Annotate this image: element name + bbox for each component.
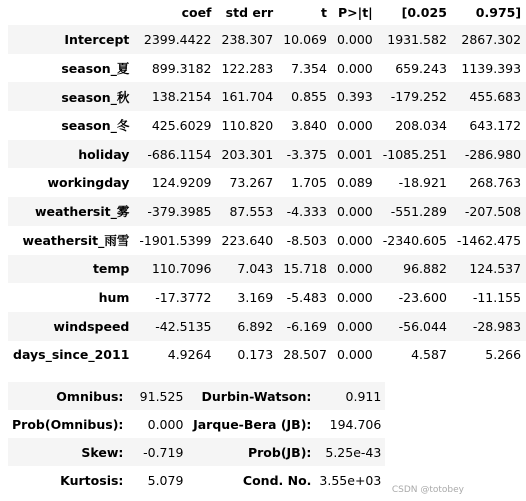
table-cell: 96.882 (403, 261, 447, 277)
table-cell: 3.169 (237, 290, 274, 306)
table-cell: -6.169 (286, 318, 327, 334)
table-cell: 4.9264 (167, 347, 212, 363)
table-row (8, 283, 526, 312)
stat-value: 5.079 (147, 472, 184, 488)
table-cell: 0.089 (336, 175, 373, 191)
table-cell: 7.354 (291, 60, 327, 76)
table-cell: -4.333 (286, 203, 327, 219)
coefficient-table (8, 0, 526, 369)
table-cell: 899.3182 (151, 60, 212, 76)
table-cell: -1901.5399 (139, 232, 212, 248)
table-cell: 223.640 (221, 232, 274, 248)
table-row (8, 82, 526, 111)
table-cell: 0.855 (291, 89, 327, 105)
table-row (8, 382, 385, 410)
table-cell: 0.000 (336, 347, 373, 363)
stat-label: Prob(JB): (247, 444, 312, 460)
table-cell: 161.704 (221, 89, 274, 105)
row-label: Intercept (64, 31, 130, 47)
table-row (8, 410, 385, 438)
watermark: CSDN @totobey (391, 485, 464, 495)
table-cell: 6.892 (237, 318, 274, 334)
stat-label: Prob(Omnibus): (12, 416, 124, 432)
stat-label: Omnibus: (56, 388, 124, 404)
table-cell: -28.983 (472, 318, 522, 334)
table-cell: 0.001 (336, 146, 373, 162)
row-label: hum (98, 290, 130, 306)
stat-value: 91.525 (139, 388, 184, 404)
table-cell: 124.9209 (151, 175, 212, 191)
table-cell: -5.483 (286, 290, 327, 306)
table-cell: 0.393 (336, 89, 373, 105)
table-row (8, 197, 526, 226)
table-row (8, 312, 526, 341)
coefficient-table-body (8, 25, 526, 369)
row-label: season_冬 (61, 118, 130, 134)
row-label: temp (92, 261, 130, 277)
table-cell: -2340.605 (382, 232, 447, 248)
table-row (8, 25, 526, 54)
table-cell: -551.289 (390, 203, 447, 219)
row-label: season_秋 (61, 89, 130, 105)
table-cell: -207.508 (464, 203, 522, 219)
table-cell: 110.820 (221, 117, 274, 133)
table-cell: -179.252 (390, 89, 447, 105)
stat-value: 5.25e-43 (325, 444, 382, 460)
table-cell: -18.921 (398, 175, 447, 191)
diagnostics-table-body (8, 382, 385, 494)
column-header (8, 0, 134, 25)
column-header: [0.025 (401, 5, 447, 20)
table-cell: -23.600 (398, 290, 447, 306)
table-cell: -1462.475 (456, 232, 522, 248)
column-header: 0.975] (475, 5, 522, 20)
table-cell: 73.267 (229, 175, 274, 191)
table-cell: 238.307 (221, 31, 274, 47)
table-cell: 4.587 (411, 347, 447, 363)
row-label: workingday (47, 175, 130, 191)
table-cell: -379.3985 (147, 203, 212, 219)
table-cell: -11.155 (472, 290, 522, 306)
table-cell: 208.034 (395, 117, 447, 133)
table-cell: 3.840 (291, 117, 327, 133)
table-cell: 425.6029 (151, 117, 212, 133)
table-cell: 5.266 (485, 347, 522, 363)
table-cell: 0.000 (336, 232, 373, 248)
table-row (8, 111, 526, 140)
stat-label: Kurtosis: (60, 472, 124, 488)
stat-value: 0.911 (345, 388, 382, 404)
stat-value: 3.55e+03 (319, 472, 382, 488)
column-header: coef (181, 5, 212, 20)
table-cell: 1139.393 (461, 60, 522, 76)
table-cell: 0.000 (336, 261, 373, 277)
table-cell: 203.301 (221, 146, 274, 162)
row-label: season_夏 (61, 61, 130, 77)
row-label: weathersit_雨雪 (22, 233, 130, 249)
table-cell: 0.000 (336, 290, 373, 306)
table-cell: 110.7096 (151, 261, 212, 277)
table-cell: 1.705 (291, 175, 327, 191)
table-cell: 1931.582 (387, 31, 447, 47)
table-cell: 659.243 (395, 60, 447, 76)
table-cell: 2399.4422 (143, 31, 212, 47)
table-cell: -17.3772 (155, 290, 212, 306)
table-row (8, 226, 526, 255)
table-cell: 455.683 (469, 89, 522, 105)
table-cell: -286.980 (464, 146, 522, 162)
table-row (8, 341, 526, 370)
table-cell: 15.718 (283, 261, 327, 277)
table-cell: 2867.302 (461, 31, 522, 47)
stat-value: -0.719 (143, 444, 184, 460)
coefficient-table-header (8, 0, 526, 25)
table-cell: 122.283 (221, 60, 274, 76)
row-label: days_since_2011 (13, 347, 130, 363)
table-cell: -1085.251 (382, 146, 447, 162)
table-cell: 643.172 (469, 117, 522, 133)
table-cell: 10.069 (283, 31, 327, 47)
table-cell: 0.000 (336, 318, 373, 334)
table-cell: 138.2154 (151, 89, 212, 105)
table-cell: -8.503 (286, 232, 327, 248)
table-cell: 87.553 (229, 203, 274, 219)
diagnostics-table (8, 382, 385, 494)
table-row (8, 54, 526, 83)
row-label: windspeed (53, 318, 130, 334)
table-cell: -3.375 (286, 146, 327, 162)
table-cell: 28.507 (283, 347, 327, 363)
stat-value: 0.000 (147, 416, 184, 432)
table-cell: -56.044 (398, 318, 447, 334)
row-label: weathersit_雾 (34, 204, 130, 220)
column-header: std err (225, 5, 274, 20)
stat-label: Skew: (81, 444, 124, 460)
stat-label: Cond. No. (242, 472, 312, 488)
table-cell: 268.763 (469, 175, 522, 191)
stat-value: 194.706 (329, 416, 382, 432)
column-header: P>|t| (338, 5, 373, 20)
table-row (8, 140, 526, 169)
table-cell: -42.5135 (155, 318, 212, 334)
stat-label: Jarque-Bera (JB): (193, 416, 312, 432)
row-label: holiday (78, 146, 130, 162)
table-cell: 0.000 (336, 31, 373, 47)
table-row (8, 438, 385, 466)
table-cell: 0.000 (336, 117, 373, 133)
table-cell: 0.173 (237, 347, 274, 363)
table-row (8, 466, 385, 494)
table-cell: 7.043 (237, 261, 274, 277)
table-cell: -686.1154 (147, 146, 212, 162)
table-cell: 0.000 (336, 60, 373, 76)
table-row (8, 168, 526, 197)
stat-label: Durbin-Watson: (201, 388, 312, 404)
table-cell: 124.537 (469, 261, 522, 277)
column-header: t (320, 5, 327, 20)
table-cell: 0.000 (336, 203, 373, 219)
table-row (8, 255, 526, 284)
